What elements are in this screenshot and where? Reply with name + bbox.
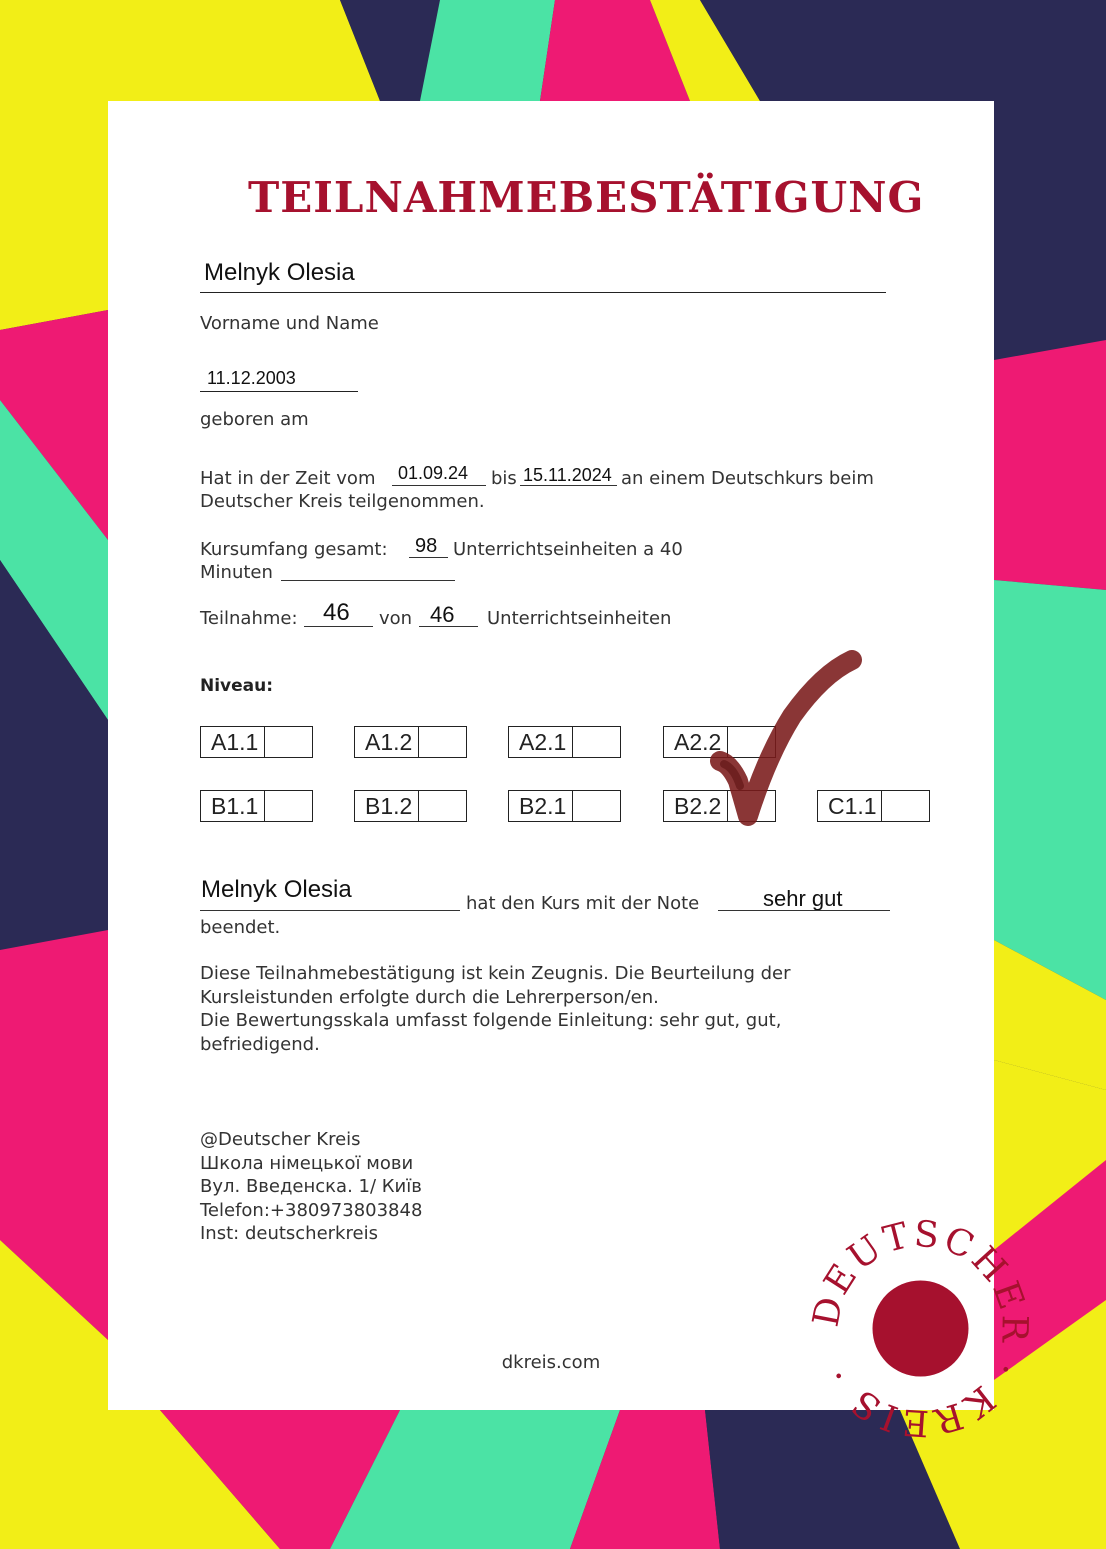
period-suffix: an einem Deutschkurs beim <box>621 468 874 489</box>
name-underline <box>200 292 886 293</box>
level-box-b1-1: B1.1 <box>200 790 313 822</box>
attendance-prefix: Teilnahme: <box>200 608 298 629</box>
period-to-value: 15.11.2024 <box>523 465 612 485</box>
level-checkbox-b2-1[interactable] <box>573 791 620 821</box>
level-checkbox-a2-1[interactable] <box>573 727 620 757</box>
name-label: Vorname und Name <box>200 313 379 334</box>
course-scope-underline <box>409 557 448 558</box>
contact-block: @Deutscher Kreis Школа німецької мови Вул. Введенска. 1/ Київ Telefon:+380973803848 Inst: deutscherkreis <box>200 1129 423 1244</box>
level-box-a2-2: A2.2 <box>663 726 776 758</box>
completion-end: beendet. <box>200 917 281 938</box>
attendance-mid: von <box>379 608 413 629</box>
attendance-total-value: 46 <box>430 602 455 627</box>
birth-date-underline <box>200 391 358 392</box>
level-label: Niveau: <box>200 676 274 696</box>
level-checkbox-a1-1[interactable] <box>265 727 312 757</box>
level-checkbox-c1-1[interactable] <box>882 791 929 821</box>
name-value: Melnyk Olesia <box>204 259 355 286</box>
completion-name-value: Melnyk Olesia <box>201 876 352 903</box>
completion-name-underline <box>200 910 460 911</box>
completion-mid: hat den Kurs mit der Note <box>466 893 700 914</box>
course-scope-prefix: Kursumfang gesamt: <box>200 539 388 560</box>
certificate-title: TEILNAHMEBESTÄTIGUNG <box>248 173 925 222</box>
birth-date-label: geboren am <box>200 409 309 430</box>
course-scope-line2: Minuten <box>200 562 273 583</box>
deutscher-kreis-seal <box>803 1211 1038 1446</box>
period-to-underline <box>520 485 617 486</box>
course-scope-suffix: Unterrichtseinheiten a 40 <box>453 539 683 560</box>
attendance-total-underline <box>419 626 478 627</box>
footer-url: dkreis.com <box>501 1352 601 1373</box>
note-paragraph: Diese Teilnahmebestätigung ist kein Zeugnis. Die Beurteilung der Kursleistunden erfolgte durch die Lehrerperson/en. Die Bewertungsskala umfasst folgende Einleitung: sehr gut, gut, befriedigend. <box>200 963 791 1055</box>
completion-grade-underline <box>718 910 890 911</box>
period-line2: Deutscher Kreis teilgenommen. <box>200 491 485 512</box>
level-checkbox-a1-2[interactable] <box>419 727 466 757</box>
level-checkbox-b1-2[interactable] <box>419 791 466 821</box>
period-prefix: Hat in der Zeit vom <box>200 468 376 489</box>
attendance-attended-value: 46 <box>323 599 350 626</box>
level-box-b2-2: B2.2 <box>663 790 776 822</box>
attendance-attended-underline <box>304 626 373 627</box>
level-box-a1-1: A1.1 <box>200 726 313 758</box>
level-box-a2-1: A2.1 <box>508 726 621 758</box>
attendance-suffix: Unterrichtseinheiten <box>487 608 672 629</box>
checkmark-icon <box>712 656 862 831</box>
level-checkbox-b1-1[interactable] <box>265 791 312 821</box>
period-from-value: 01.09.24 <box>398 463 469 483</box>
level-box-b2-1: B2.1 <box>508 790 621 822</box>
level-box-c1-1: C1.1 <box>817 790 930 822</box>
birth-date-value: 11.12.2003 <box>207 368 296 388</box>
course-scope-value: 98 <box>415 535 438 557</box>
level-box-a1-2: A1.2 <box>354 726 467 758</box>
level-box-b1-2: B1.2 <box>354 790 467 822</box>
seal-text: DEUTSCHER · KREIS · <box>805 1213 1035 1444</box>
completion-grade-value: sehr gut <box>763 886 843 911</box>
period-mid: bis <box>491 468 517 489</box>
period-from-underline <box>392 485 486 486</box>
course-scope-line2-underline <box>281 580 455 581</box>
